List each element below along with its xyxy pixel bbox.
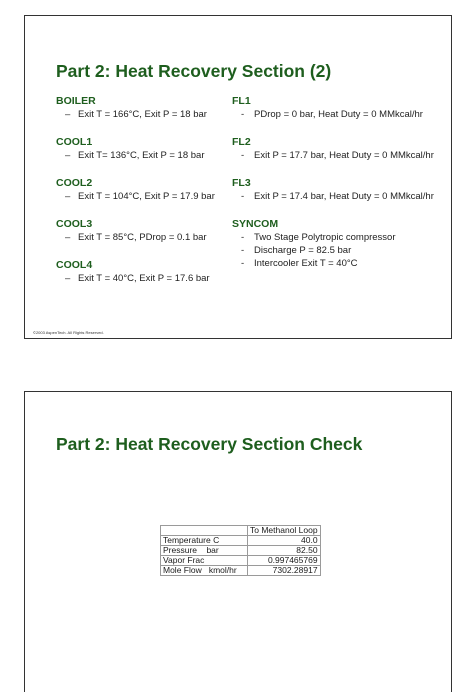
dash-bullet: – bbox=[65, 191, 71, 202]
dash-bullet: – bbox=[65, 109, 71, 120]
dash-bullet: – bbox=[65, 232, 71, 243]
block-heading-fl2: FL2 bbox=[232, 136, 251, 148]
row-label: Vapor Frac bbox=[161, 556, 248, 566]
table-row bbox=[161, 556, 321, 566]
block-heading-cool3: COOL3 bbox=[56, 218, 93, 230]
bullet-item bbox=[56, 272, 236, 285]
bullet-text: Exit T= 136°C, Exit P = 18 bar bbox=[78, 150, 205, 161]
bullet-text: Intercooler Exit T = 40°C bbox=[254, 258, 358, 269]
bullet-item bbox=[232, 190, 447, 203]
dash-bullet: - bbox=[241, 150, 245, 161]
bullet-text: Exit P = 17.7 bar, Heat Duty = 0 MMkcal/hr bbox=[254, 150, 434, 161]
dash-bullet: - bbox=[241, 191, 245, 202]
row-value: 40.0 bbox=[248, 536, 321, 546]
bullet-item bbox=[56, 108, 236, 121]
table-row bbox=[161, 546, 321, 556]
block-heading-boiler: BOILER bbox=[56, 95, 96, 107]
table-row bbox=[161, 536, 321, 546]
row-label: Mole Flow kmol/hr bbox=[161, 566, 248, 576]
block-heading-syncom: SYNCOM bbox=[232, 218, 279, 230]
row-label: Pressure bar bbox=[161, 546, 248, 556]
dash-bullet: - bbox=[241, 245, 245, 256]
bullet-text: Two Stage Polytropic compressor bbox=[254, 232, 396, 243]
slide-title: Part 2: Heat Recovery Section (2) bbox=[56, 61, 332, 81]
block-heading-cool1: COOL1 bbox=[56, 136, 93, 148]
dash-bullet: - bbox=[241, 109, 245, 120]
row-label: Temperature C bbox=[161, 536, 248, 546]
bullet-item bbox=[56, 231, 236, 244]
bullet-text: Discharge P = 82.5 bar bbox=[254, 245, 352, 256]
dash-bullet: – bbox=[65, 150, 71, 161]
slide-heat-recovery-section-check bbox=[24, 391, 452, 692]
slide-title: Part 2: Heat Recovery Section Check bbox=[56, 434, 363, 454]
bullet-text: Exit P = 17.4 bar, Heat Duty = 0 MMkcal/hr bbox=[254, 191, 434, 202]
bullet-item bbox=[232, 244, 447, 257]
bullet-text: Exit T = 85°C, PDrop = 0.1 bar bbox=[78, 232, 207, 243]
stream-results-table bbox=[160, 525, 321, 576]
row-value: 82.50 bbox=[248, 546, 321, 556]
slide-heat-recovery-section-2 bbox=[24, 15, 452, 339]
bullet-text: Exit T = 104°C, Exit P = 17.9 bar bbox=[78, 191, 215, 202]
table-row bbox=[161, 566, 321, 576]
dash-bullet: - bbox=[241, 258, 245, 269]
block-heading-cool2: COOL2 bbox=[56, 177, 93, 189]
bullet-text: Exit T = 40°C, Exit P = 17.6 bar bbox=[78, 273, 210, 284]
column-header: To Methanol Loop bbox=[248, 526, 321, 536]
block-heading-fl3: FL3 bbox=[232, 177, 251, 189]
row-value: 7302.28917 bbox=[248, 566, 321, 576]
table-header-row bbox=[161, 526, 321, 536]
bullet-text: PDrop = 0 bar, Heat Duty = 0 MMkcal/hr bbox=[254, 109, 423, 120]
bullet-item bbox=[56, 149, 236, 162]
copyright-notice: ©2003 AspenTech. All Rights Reserved. bbox=[33, 330, 104, 335]
bullet-item bbox=[232, 149, 447, 162]
dash-bullet: – bbox=[65, 273, 71, 284]
dash-bullet: - bbox=[241, 232, 245, 243]
bullet-text: Exit T = 166°C, Exit P = 18 bar bbox=[78, 109, 207, 120]
table-corner-cell bbox=[161, 526, 248, 536]
bullet-item bbox=[232, 257, 447, 270]
bullet-item bbox=[56, 190, 236, 203]
bullet-item bbox=[232, 231, 447, 244]
block-heading-cool4: COOL4 bbox=[56, 259, 93, 271]
right-column bbox=[232, 94, 447, 270]
bullet-item bbox=[232, 108, 447, 121]
block-heading-fl1: FL1 bbox=[232, 95, 251, 107]
row-value: 0.997465769 bbox=[248, 556, 321, 566]
left-column bbox=[56, 94, 236, 285]
